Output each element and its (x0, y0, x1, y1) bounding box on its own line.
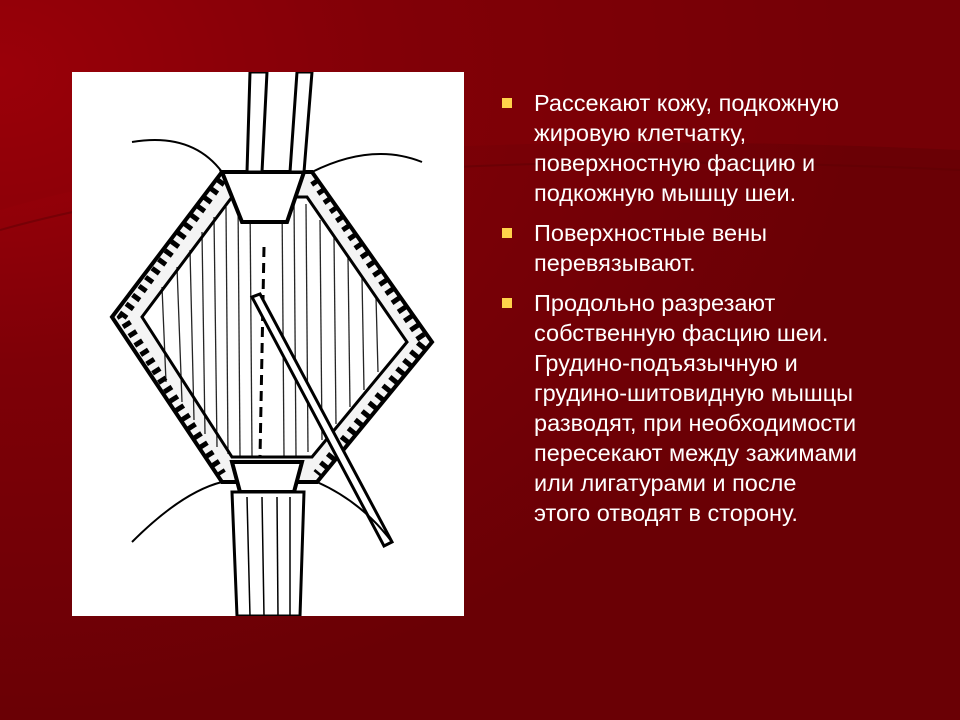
bullet-text: Рассекают кожу, подкожную жировую клетчатку, поверхностную фасцию и подкожную мышцу шеи. (534, 90, 840, 206)
bullet-item (496, 218, 936, 278)
square-bullet-icon (502, 228, 512, 238)
bullet-item (496, 88, 936, 208)
square-bullet-icon (502, 298, 512, 308)
surgical-incision-neck-illustration-icon (72, 72, 464, 616)
bullet-text: Продольно разрезают собственную фасцию шеи. Грудино-подъязычную и грудино-шитовидную мышцы разводят, при необходимости пересекают между зажимами или лигатурами и после этого отводят в сторону. (534, 290, 857, 526)
bullet-item (496, 288, 936, 528)
bullet-list (496, 88, 936, 538)
square-bullet-icon (502, 98, 512, 108)
surgical-illustration (72, 72, 464, 616)
bullet-text: Поверхностные вены перевязывают. (534, 220, 767, 276)
